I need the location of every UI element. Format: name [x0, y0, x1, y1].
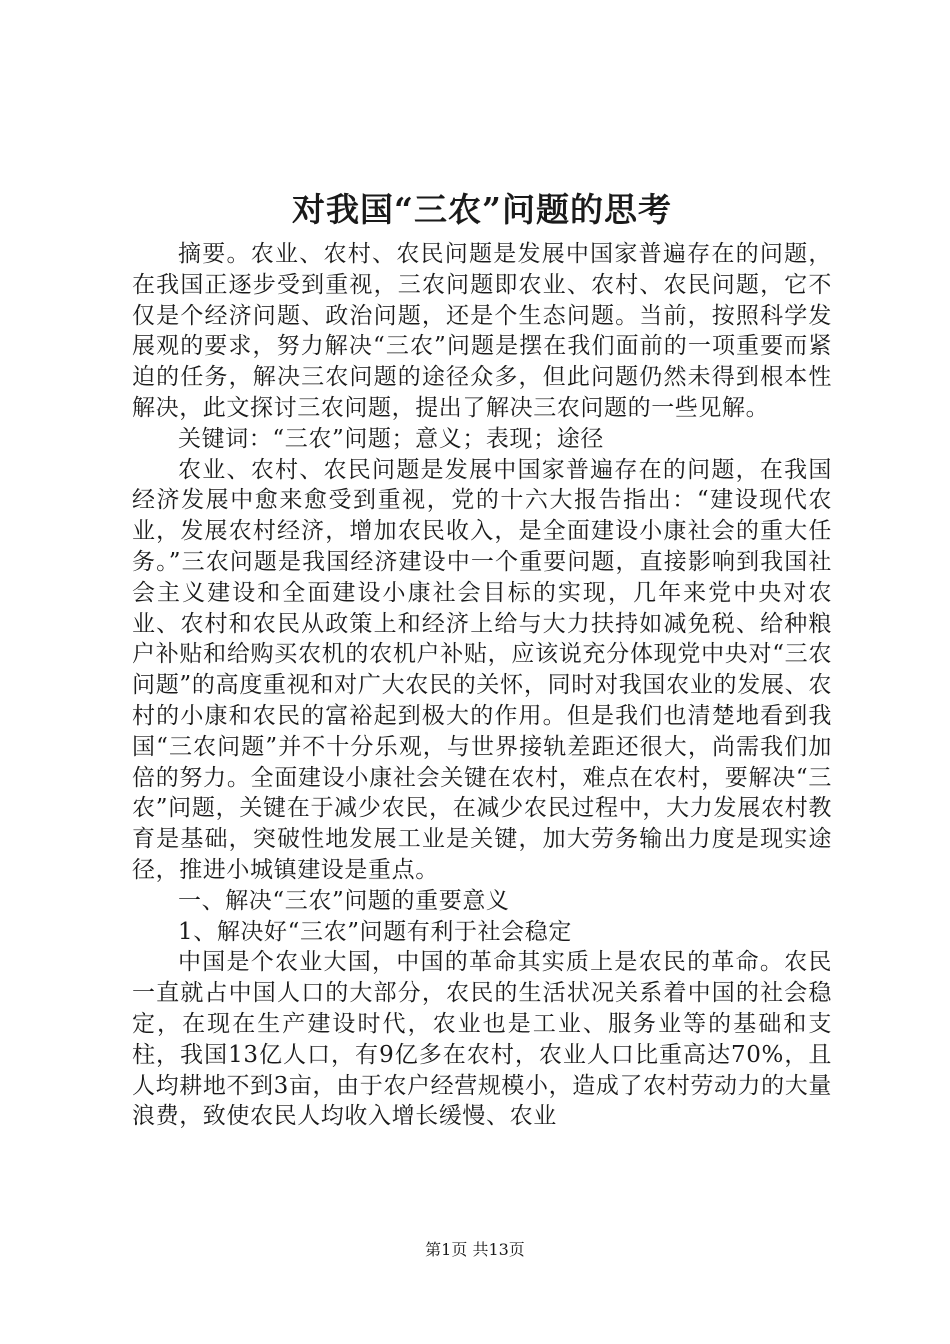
intro-paragraph: 农业、农村、农民问题是发展中国家普遍存在的问题，在我国经济发展中愈来愈受到重视，党的十六大报告指出：“建设现代农业，发展农村经济，增加农民收入，是全面建设小康社会的重大任务。”三农问题是我国经济建设中一个重要问题，直接影响到我国社会主义建设和全面建设小康社会目标的实现，几年来党中央对农业、农村和农民从政策上和经济上给与大力扶持如减免税、给种粮户补贴和给购买农机的农机户补贴，应该说充分体现党中央对“三农问题”的高度重视和对广大农民的关怀，同时对我国农业的发展、农村的小康和农民的富裕起到极大的作用。但是我们也清楚地看到我国“三农问题”并不十分乐观，与世界接轨差距还很大，尚需我们加倍的努力。全面建设小康社会关键在农村，难点在农村，要解决“三农”问题，关键在于减少农民，在减少农民过程中，大力发展农村教育是基础，突破性地发展工业是关键，加大劳务输出力度是现实途径，推进小城镇建设是重点。: [132, 456, 832, 883]
page-footer: 第1页 共13页: [425, 1240, 525, 1259]
document-title: 对我国“三农”问题的思考: [292, 190, 672, 229]
section-heading-1: 一、解决“三农”问题的重要意义: [178, 887, 510, 914]
abstract-paragraph: 摘要。农业、农村、农民问题是发展中国家普遍存在的问题，在我国正逐步受到重视，三农问题即农业、农村、农民问题，它不仅是个经济问题、政治问题，还是个生态问题。当前，按照科学发展观的要求，努力解决“三农”问题是摆在我们面前的一项重要而紧迫的任务，解决三农问题的途径众多，但此问题仍然未得到根本性解决，此文探讨三农问题，提出了解决三农问题的一些见解。: [132, 241, 832, 421]
keywords-line: 关键词：“三农”问题；意义；表现；途径: [178, 425, 604, 452]
document-page: [132, 185, 832, 1132]
body-paragraph-1: 中国是个农业大国，中国的革命其实质上是农民的革命。农民一直就占中国人口的大部分，农民的生活状况关系着中国的社会稳定，在现在生产建设时代，农业也是工业、服务业等的基础和支柱，我国13亿人口，有9亿多在农村，农业人口比重高达70%，且人均耕地不到3亩，由于农户经营规模小，造成了农村劳动力的大量浪费，致使农民人均收入增长缓慢、农业: [132, 949, 832, 1130]
subsection-heading-1: 1、解决好“三农”问题有利于社会稳定: [178, 918, 572, 945]
